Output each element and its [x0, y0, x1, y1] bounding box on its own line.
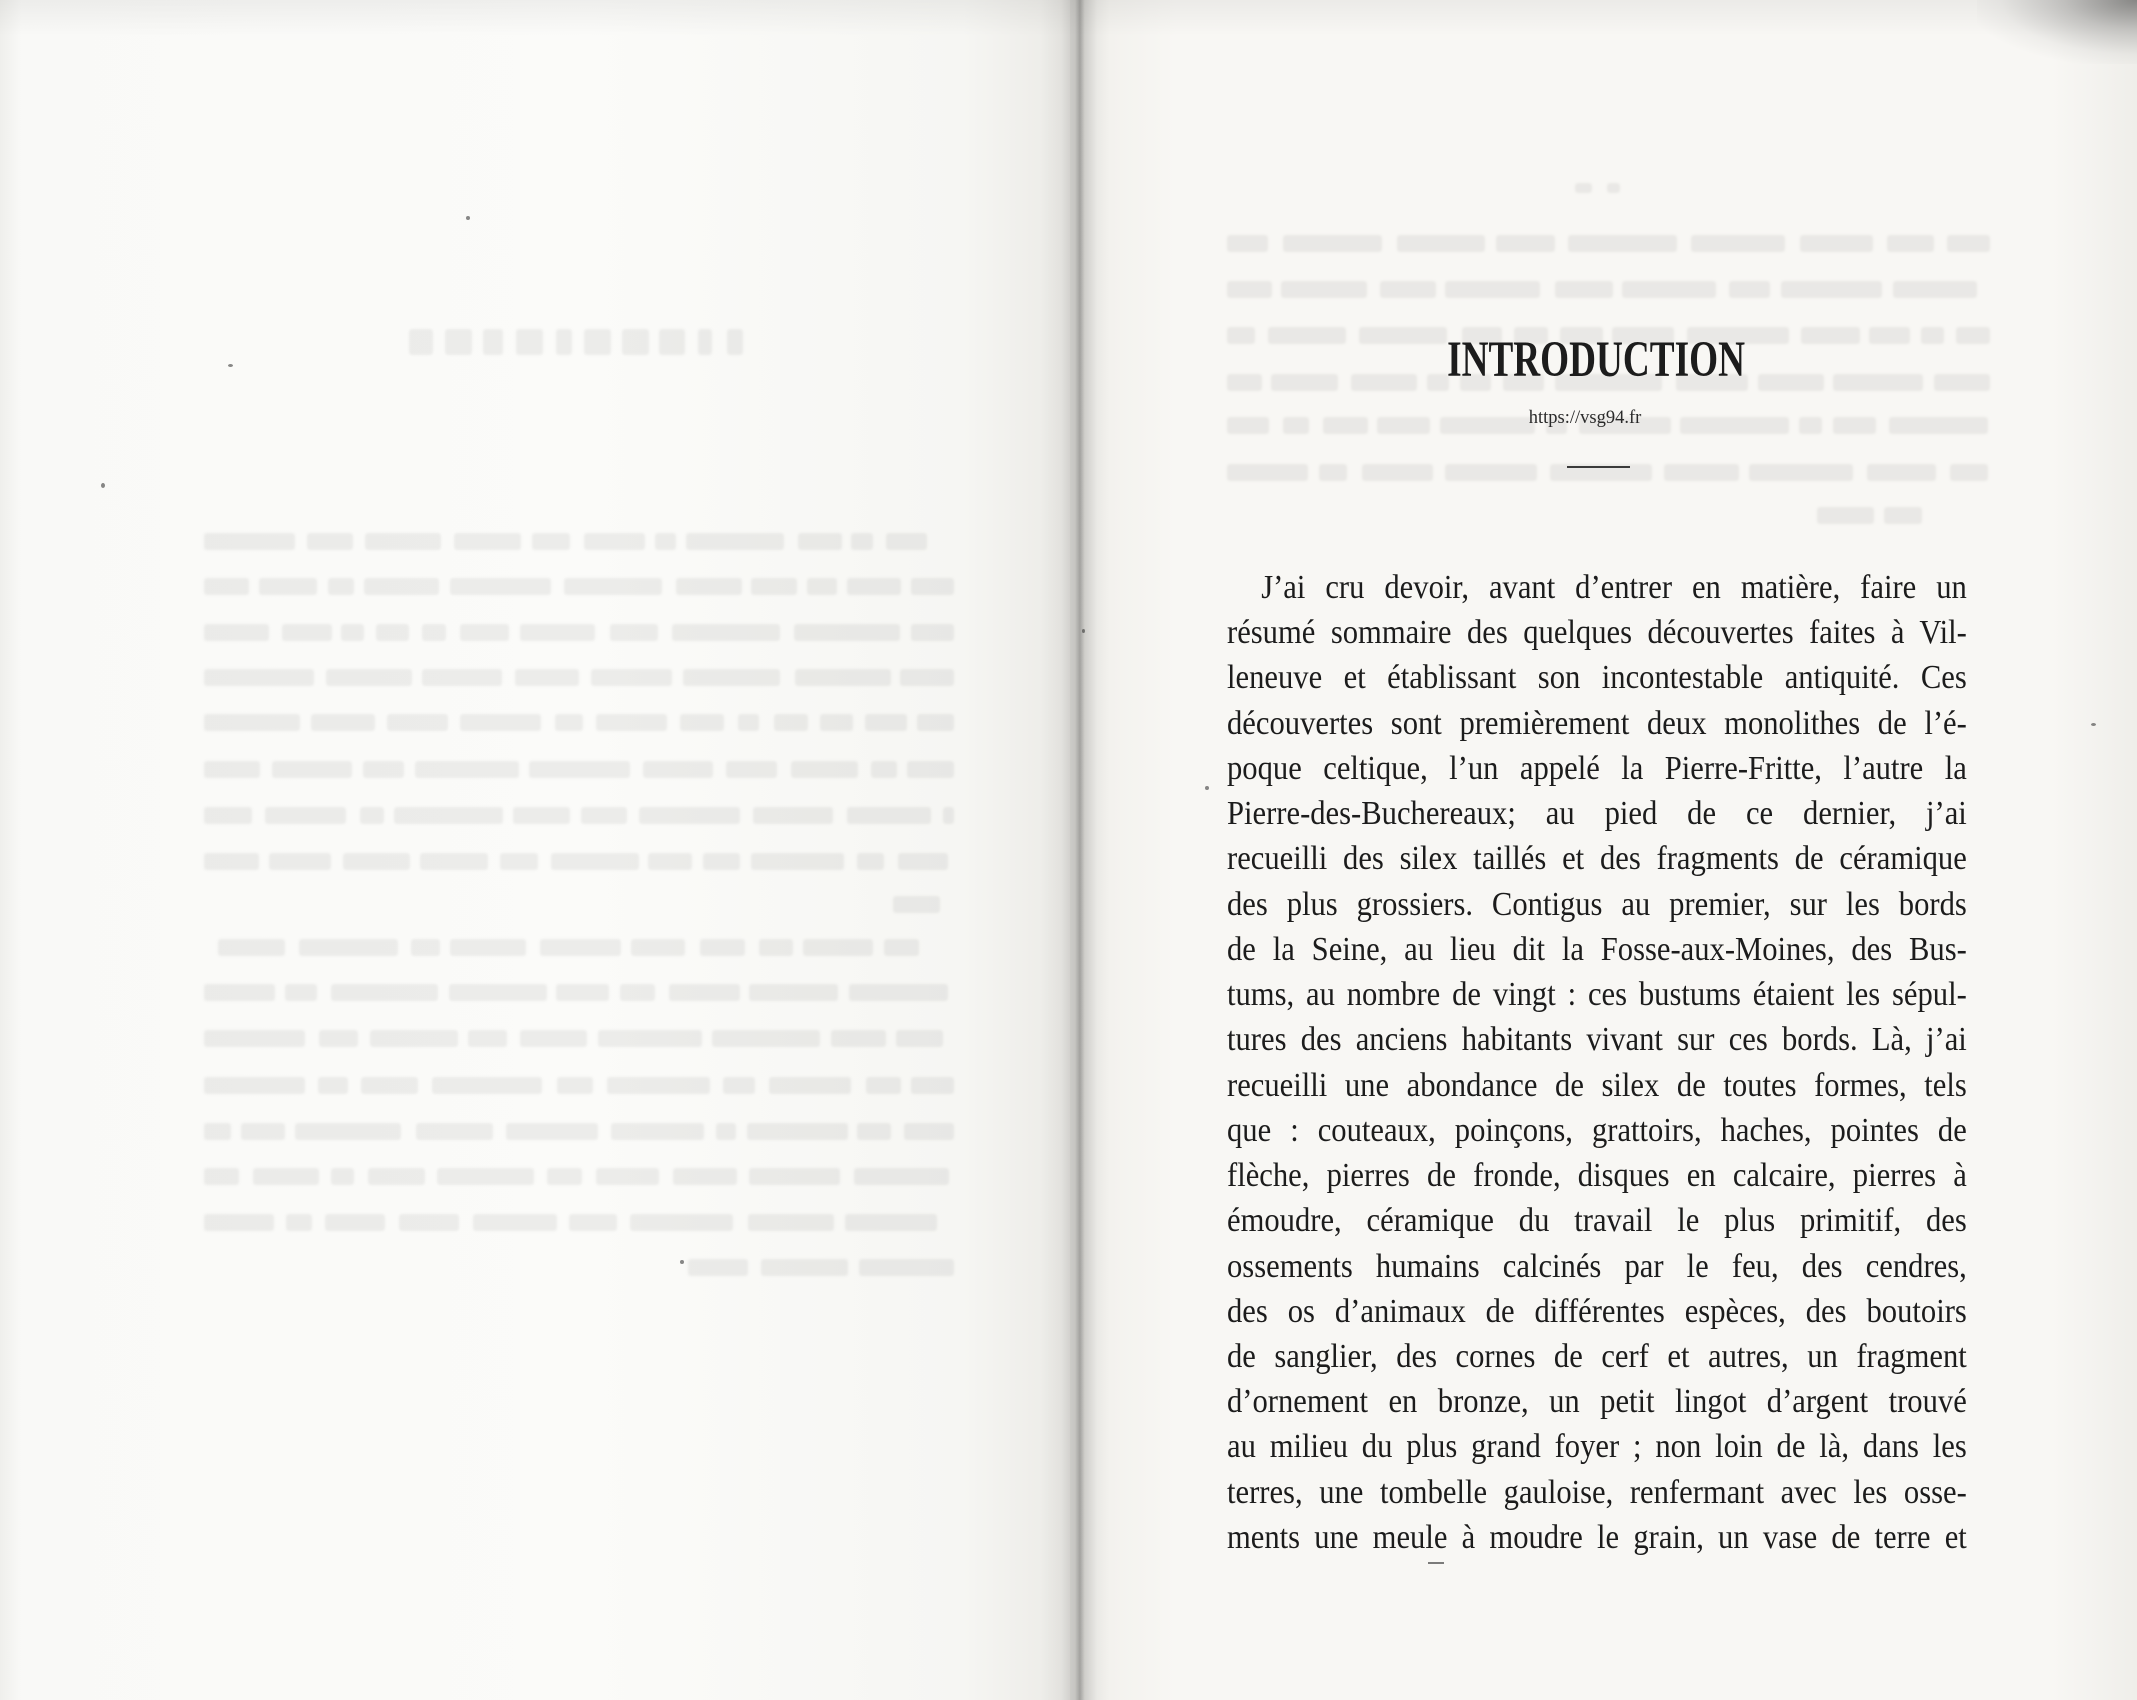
show-through-word	[871, 761, 897, 778]
show-through-word	[659, 329, 685, 355]
show-through-word	[299, 939, 399, 956]
show-through-word	[460, 624, 509, 641]
show-through-word	[807, 578, 838, 595]
show-through-word	[1622, 281, 1716, 298]
show-through-word	[1377, 417, 1430, 434]
show-through-word	[450, 939, 527, 956]
show-through-word	[726, 761, 777, 778]
show-through-word	[857, 853, 883, 870]
show-through-word	[866, 1077, 901, 1094]
show-through-word	[1227, 417, 1269, 434]
watermark-url: https://vsg94.fr	[1528, 408, 1642, 428]
show-through-word	[751, 578, 797, 595]
show-through-word	[204, 1030, 305, 1047]
show-through-word	[520, 624, 595, 641]
show-through-word	[831, 1030, 887, 1047]
show-through-word	[1271, 374, 1338, 391]
show-through-word	[204, 853, 259, 870]
show-through-word	[596, 1168, 659, 1185]
show-through-word	[1889, 417, 1988, 434]
show-through-word	[272, 761, 352, 778]
show-through-word	[1680, 417, 1789, 434]
show-through-word	[849, 984, 949, 1001]
show-through-word	[1281, 281, 1367, 298]
show-through-word	[673, 1168, 737, 1185]
show-through-word	[341, 624, 364, 641]
show-through-word	[449, 984, 547, 1001]
show-through-word	[1227, 235, 1268, 252]
show-through-word	[1921, 327, 1944, 344]
show-through-word	[747, 1123, 848, 1140]
show-through-word	[1362, 464, 1433, 481]
body-line: leneuve et établissant son incontestable antiquité. Ces	[1227, 659, 1967, 697]
show-through-word	[749, 984, 837, 1001]
show-through-word	[364, 578, 439, 595]
show-through-word	[259, 578, 318, 595]
show-through-word	[795, 669, 891, 686]
show-through-word	[411, 939, 440, 956]
show-through-word	[631, 939, 685, 956]
show-through-word	[328, 578, 354, 595]
show-through-word	[540, 939, 622, 956]
show-through-word	[555, 714, 583, 731]
show-through-word	[1869, 327, 1909, 344]
show-through-word	[820, 714, 853, 731]
show-through-word	[774, 714, 808, 731]
show-through-word	[620, 984, 655, 1001]
show-through-word	[1887, 235, 1933, 252]
show-through-word	[204, 984, 275, 1001]
show-through-word	[483, 329, 503, 355]
show-through-word	[516, 329, 543, 355]
show-through-word	[265, 807, 346, 824]
show-through-word	[751, 853, 844, 870]
show-through-word	[727, 329, 743, 355]
show-through-word	[672, 624, 781, 641]
show-through-word	[847, 578, 902, 595]
body-line: J’ai cru devoir, avant d’entrer en matière, faire un	[1261, 569, 1967, 606]
show-through-word	[204, 1214, 274, 1231]
show-through-word	[500, 853, 537, 870]
show-through-word	[1555, 281, 1613, 298]
show-through-word	[847, 807, 931, 824]
show-through-word	[584, 533, 645, 550]
show-through-word	[907, 761, 954, 778]
show-through-word	[307, 533, 353, 550]
show-through-word	[581, 807, 627, 824]
show-through-word	[204, 714, 300, 731]
show-through-word	[1283, 235, 1382, 252]
body-line: émoudre, céramique du travail le plus primitif, des	[1227, 1202, 1967, 1240]
show-through-word	[422, 624, 446, 641]
show-through-word	[376, 624, 409, 641]
show-through-word	[282, 624, 332, 641]
show-through-word	[420, 853, 487, 870]
show-through-word	[865, 714, 907, 731]
show-through-word	[387, 714, 448, 731]
body-line: de sanglier, des cornes de cerf et autres, un fragment	[1227, 1337, 1967, 1375]
speck	[1082, 629, 1085, 633]
show-through-word	[520, 1030, 586, 1047]
show-through-word	[416, 1123, 493, 1140]
show-through-word	[898, 853, 948, 870]
show-through-word	[1729, 281, 1769, 298]
show-through-word	[1568, 235, 1677, 252]
title-rule	[1567, 466, 1630, 468]
show-through-word	[1380, 281, 1436, 298]
show-through-word	[204, 624, 269, 641]
show-through-word	[399, 1214, 459, 1231]
show-through-word	[703, 853, 740, 870]
show-through-word	[1323, 417, 1367, 434]
show-through-word	[1575, 183, 1592, 193]
show-through-word	[218, 939, 285, 956]
show-through-word	[1607, 183, 1621, 193]
show-through-word	[759, 939, 793, 956]
body-line: terres, une tombelle gauloise, renfermant avec les osse-	[1227, 1473, 1967, 1511]
show-through-word	[1817, 507, 1874, 524]
show-through-word	[368, 1168, 425, 1185]
show-through-word	[285, 984, 317, 1001]
body-line: tures des anciens habitants vivant sur ces bords. Là, j’ai	[1227, 1021, 1967, 1059]
show-through-word	[748, 1214, 834, 1231]
show-through-word	[506, 1123, 598, 1140]
show-through-word	[204, 1077, 305, 1094]
body-paragraph	[1227, 565, 1967, 1560]
show-through-word	[326, 669, 411, 686]
show-through-word	[325, 1214, 385, 1231]
show-through-word	[556, 984, 609, 1001]
show-through-word	[1227, 374, 1262, 391]
show-through-word	[900, 669, 954, 686]
show-through-word	[584, 329, 611, 355]
show-through-word	[204, 578, 249, 595]
show-through-word	[1319, 464, 1347, 481]
speck	[2091, 723, 2096, 726]
show-through-word	[723, 1077, 755, 1094]
show-through-word	[204, 669, 314, 686]
body-line: résumé sommaire des quelques découvertes faites à Vil-	[1227, 614, 1967, 652]
show-through-word	[468, 1030, 507, 1047]
show-through-word	[680, 714, 724, 731]
body-line: ments une meule à moudre le grain, un vase de terre et	[1227, 1518, 1967, 1556]
show-through-word	[610, 624, 658, 641]
body-line: recueilli des silex taillés et des fragments de céramique	[1227, 840, 1967, 878]
show-through-word	[204, 761, 260, 778]
show-through-word	[698, 329, 712, 355]
show-through-word	[794, 624, 900, 641]
show-through-word	[769, 1077, 851, 1094]
show-through-word	[596, 714, 667, 731]
show-through-word	[791, 761, 858, 778]
show-through-word	[415, 761, 519, 778]
show-through-word	[529, 761, 630, 778]
show-through-word	[904, 1123, 954, 1140]
show-through-word	[241, 1123, 286, 1140]
show-through-word	[557, 1077, 593, 1094]
show-through-word	[1664, 464, 1739, 481]
body-line: des plus grossiers. Contigus au premier, sur les bords	[1227, 885, 1967, 923]
show-through-word	[893, 896, 940, 913]
show-through-word	[460, 714, 541, 731]
show-through-word	[761, 1259, 848, 1276]
show-through-word	[738, 714, 759, 731]
show-through-word	[639, 807, 740, 824]
show-through-word	[1283, 417, 1309, 434]
show-through-word	[753, 807, 833, 824]
show-through-word	[532, 533, 570, 550]
show-through-word	[1950, 464, 1988, 481]
show-through-word	[1833, 374, 1922, 391]
show-through-word	[331, 1168, 354, 1185]
show-through-word	[437, 1168, 534, 1185]
show-through-word	[1227, 327, 1255, 344]
show-through-word	[318, 1077, 349, 1094]
show-through-word	[886, 533, 927, 550]
body-line: tums, au nombre de vingt : ces bustums étaient les sépul-	[1227, 976, 1967, 1014]
show-through-word	[253, 1168, 320, 1185]
show-through-word	[547, 1168, 581, 1185]
show-through-word	[911, 624, 954, 641]
show-through-word	[556, 329, 571, 355]
show-through-word	[551, 853, 639, 870]
body-line: Pierre-des-Buchereaux; au pied de ce dernier, j’ai	[1227, 795, 1967, 833]
show-through-word	[473, 1214, 557, 1231]
show-through-word	[859, 1259, 954, 1276]
show-through-word	[1947, 235, 1990, 252]
body-line: poque celtique, l’un appelé la Pierre-Fritte, l’autre la	[1227, 749, 1967, 787]
show-through-word	[700, 939, 746, 956]
show-through-word	[851, 533, 873, 550]
show-through-word	[445, 329, 472, 355]
show-through-word	[1956, 327, 1990, 344]
show-through-word	[591, 669, 672, 686]
show-through-word	[295, 1123, 401, 1140]
speck	[228, 364, 233, 367]
show-through-word	[607, 1077, 710, 1094]
show-through-word	[365, 533, 441, 550]
show-through-word	[564, 578, 661, 595]
body-line: des os d’animaux de différentes espèces, des boutoirs	[1227, 1292, 1967, 1330]
show-through-word	[669, 984, 740, 1001]
show-through-word	[854, 1168, 949, 1185]
show-through-word	[943, 807, 954, 824]
show-through-word	[454, 533, 521, 550]
show-through-word	[688, 1259, 748, 1276]
show-through-word	[749, 1168, 840, 1185]
show-through-word	[1781, 281, 1882, 298]
show-through-word	[515, 669, 578, 686]
show-through-word	[911, 578, 954, 595]
body-line: ossements humains calcinés par le feu, des cendres,	[1227, 1247, 1967, 1285]
show-through-word	[917, 714, 954, 731]
show-through-word	[798, 533, 842, 550]
show-through-word	[311, 714, 375, 731]
show-through-word	[1934, 374, 1990, 391]
show-through-word	[622, 329, 649, 355]
print-dash	[1428, 1562, 1444, 1564]
show-through-word	[611, 1123, 704, 1140]
show-through-word	[286, 1214, 311, 1231]
show-through-word	[204, 1168, 239, 1185]
show-through-word	[1884, 507, 1922, 524]
speck	[466, 216, 470, 220]
show-through-word	[1496, 235, 1555, 252]
show-through-word	[598, 1030, 703, 1047]
show-through-word	[686, 533, 784, 550]
show-through-word	[630, 1214, 734, 1231]
body-line: découvertes sont premièrement deux monolithes de l’é-	[1227, 704, 1967, 742]
show-through-word	[1867, 464, 1936, 481]
show-through-word	[1799, 417, 1822, 434]
show-through-word	[1833, 417, 1875, 434]
show-through-word	[343, 853, 410, 870]
show-through-word	[1800, 235, 1873, 252]
show-through-word	[1227, 464, 1308, 481]
body-line: d’ornement en bronze, un petit lingot d’argent trouvé	[1227, 1383, 1967, 1421]
show-through-word	[896, 1030, 943, 1047]
show-through-word	[432, 1077, 541, 1094]
show-through-word	[1691, 235, 1785, 252]
show-through-word	[394, 807, 503, 824]
show-through-word	[1397, 235, 1486, 252]
show-through-word	[1445, 281, 1540, 298]
show-through-word	[360, 807, 384, 824]
show-through-word	[204, 1123, 231, 1140]
show-through-word	[513, 807, 570, 824]
show-through-word	[712, 1030, 820, 1047]
show-through-word	[1227, 281, 1272, 298]
show-through-word	[1749, 464, 1853, 481]
show-through-word	[569, 1214, 617, 1231]
show-through-word	[845, 1214, 938, 1231]
show-through-word	[1268, 327, 1346, 344]
show-through-word	[409, 329, 433, 355]
show-through-word	[450, 578, 551, 595]
show-through-word	[911, 1077, 954, 1094]
show-through-word	[803, 939, 873, 956]
show-through-word	[1445, 464, 1537, 481]
speck	[101, 483, 105, 488]
speck	[1205, 786, 1209, 790]
show-through-word	[269, 853, 331, 870]
show-through-word	[857, 1123, 891, 1140]
show-through-word	[648, 853, 692, 870]
show-through-word	[683, 669, 781, 686]
show-through-word	[716, 1123, 737, 1140]
show-through-word	[204, 807, 252, 824]
show-through-word	[370, 1030, 458, 1047]
show-through-word	[363, 761, 403, 778]
show-through-word	[655, 533, 677, 550]
show-through-word	[331, 984, 437, 1001]
chapter-title-wrap	[1346, 332, 1846, 388]
show-through-word	[676, 578, 742, 595]
show-through-word	[884, 939, 919, 956]
show-through-word	[643, 761, 713, 778]
show-through-word	[204, 533, 295, 550]
speck	[680, 1260, 684, 1264]
show-through-word	[422, 669, 501, 686]
show-through-word	[319, 1030, 358, 1047]
body-line: de la Seine, au lieu dit la Fosse-aux-Moines, des Bus-	[1227, 930, 1967, 968]
body-line: recueilli une abondance de silex de toutes formes, tels	[1227, 1066, 1967, 1104]
body-line: au milieu du plus grand foyer ; non loin de là, dans les	[1227, 1428, 1967, 1466]
show-through-word	[361, 1077, 418, 1094]
show-through-word	[1893, 281, 1977, 298]
body-line: flèche, pierres de fronde, disques en calcaire, pierres à	[1227, 1157, 1967, 1195]
body-line: que : couteaux, poinçons, grattoirs, haches, pointes de	[1227, 1111, 1967, 1149]
chapter-title: INTRODUCTION	[1447, 332, 1745, 388]
